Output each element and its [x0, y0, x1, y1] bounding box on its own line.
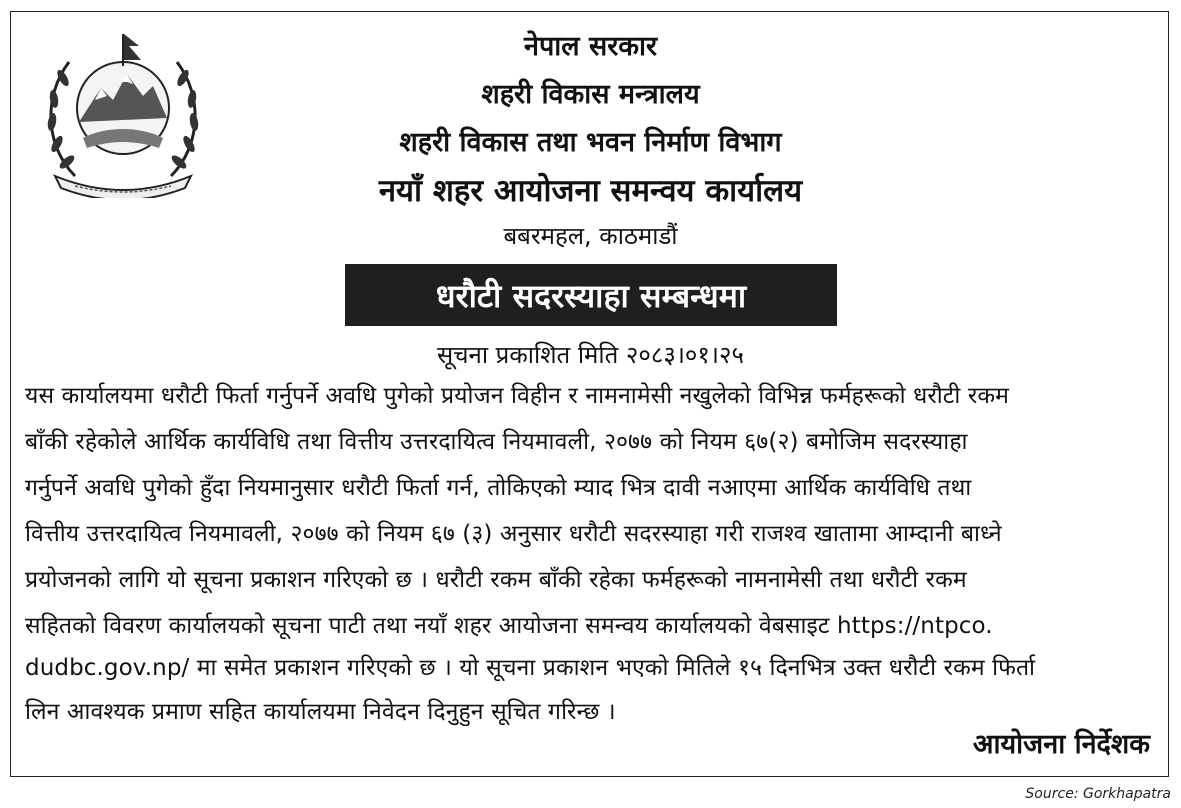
body-line: सहितको विवरण कार्यालयको सूचना पाटी तथा नयाँ शहर आयोजना समन्वय कार्यालयको वेबसाइट https://ntpco. — [25, 613, 993, 639]
publication-date: सूचना प्रकाशित मिति २०८३।०१।२५ — [437, 341, 744, 369]
subject-banner — [345, 264, 837, 326]
office-address: बबरमहल, काठमाडौं — [503, 222, 678, 250]
signature-title: आयोजना निर्देशक — [972, 729, 1150, 760]
body-line: dudbc.gov.np/ मा समेत प्रकाशन गरिएको छ । यो सूचना प्रकाशन भएको मितिले १५ दिनभित्र उक्त धरौटी रकम फिर्ता — [25, 655, 1036, 681]
body-line: प्रयोजनको लागि यो सूचना प्रकाशन गरिएको छ । धरौटी रकम बाँकी रहेका फर्महरूको नामनामेसी तथा धरौटी रकम — [25, 567, 967, 593]
body-line: यस कार्यालयमा धरौटी फिर्ता गर्नुपर्ने अवधि पुगेको प्रयोजन विहीन र नामनामेसी नखुलेको विभिन्न फर्महरूको धरौटी रकम — [25, 383, 1009, 409]
body-line: लिन आवश्यक प्रमाण सहित कार्यालयमा निवेदन दिनुहुन सूचित गरिन्छ । — [25, 699, 616, 725]
source-credit: Source: Gorkhapatra — [1025, 786, 1171, 802]
department-name: शहरी विकास तथा भवन निर्माण विभाग — [399, 127, 782, 158]
government-name: नेपाल सरकार — [523, 31, 658, 62]
notice-frame — [10, 11, 1169, 777]
office-name: नयाँ शहर आयोजना समन्वय कार्यालय — [378, 173, 803, 209]
subject-title: धरौटी सदरस्याहा सम्बन्धमा — [435, 276, 747, 315]
body-line: बाँकी रहेकोले आर्थिक कार्यविधि तथा वित्तीय उत्तरदायित्व नियमावली, २०७७ को नियम ६७(२) बमोजिम सदरस्याहा — [25, 429, 968, 455]
body-line: गर्नुपर्ने अवधि पुगेको हुँदा नियमानुसार धरौटी फिर्ता गर्न, तोकिएको म्याद भित्र दावी नआएमा आर्थिक कार्यविधि तथा — [25, 475, 972, 501]
body-line: वित्तीय उत्तरदायित्व नियमावली, २०७७ को नियम ६७ (३) अनुसार धरौटी सदरस्याहा गरी राजश्व खातामा आम्दानी बाध्ने — [25, 521, 1002, 547]
ministry-name: शहरी विकास मन्त्रालय — [481, 79, 700, 110]
